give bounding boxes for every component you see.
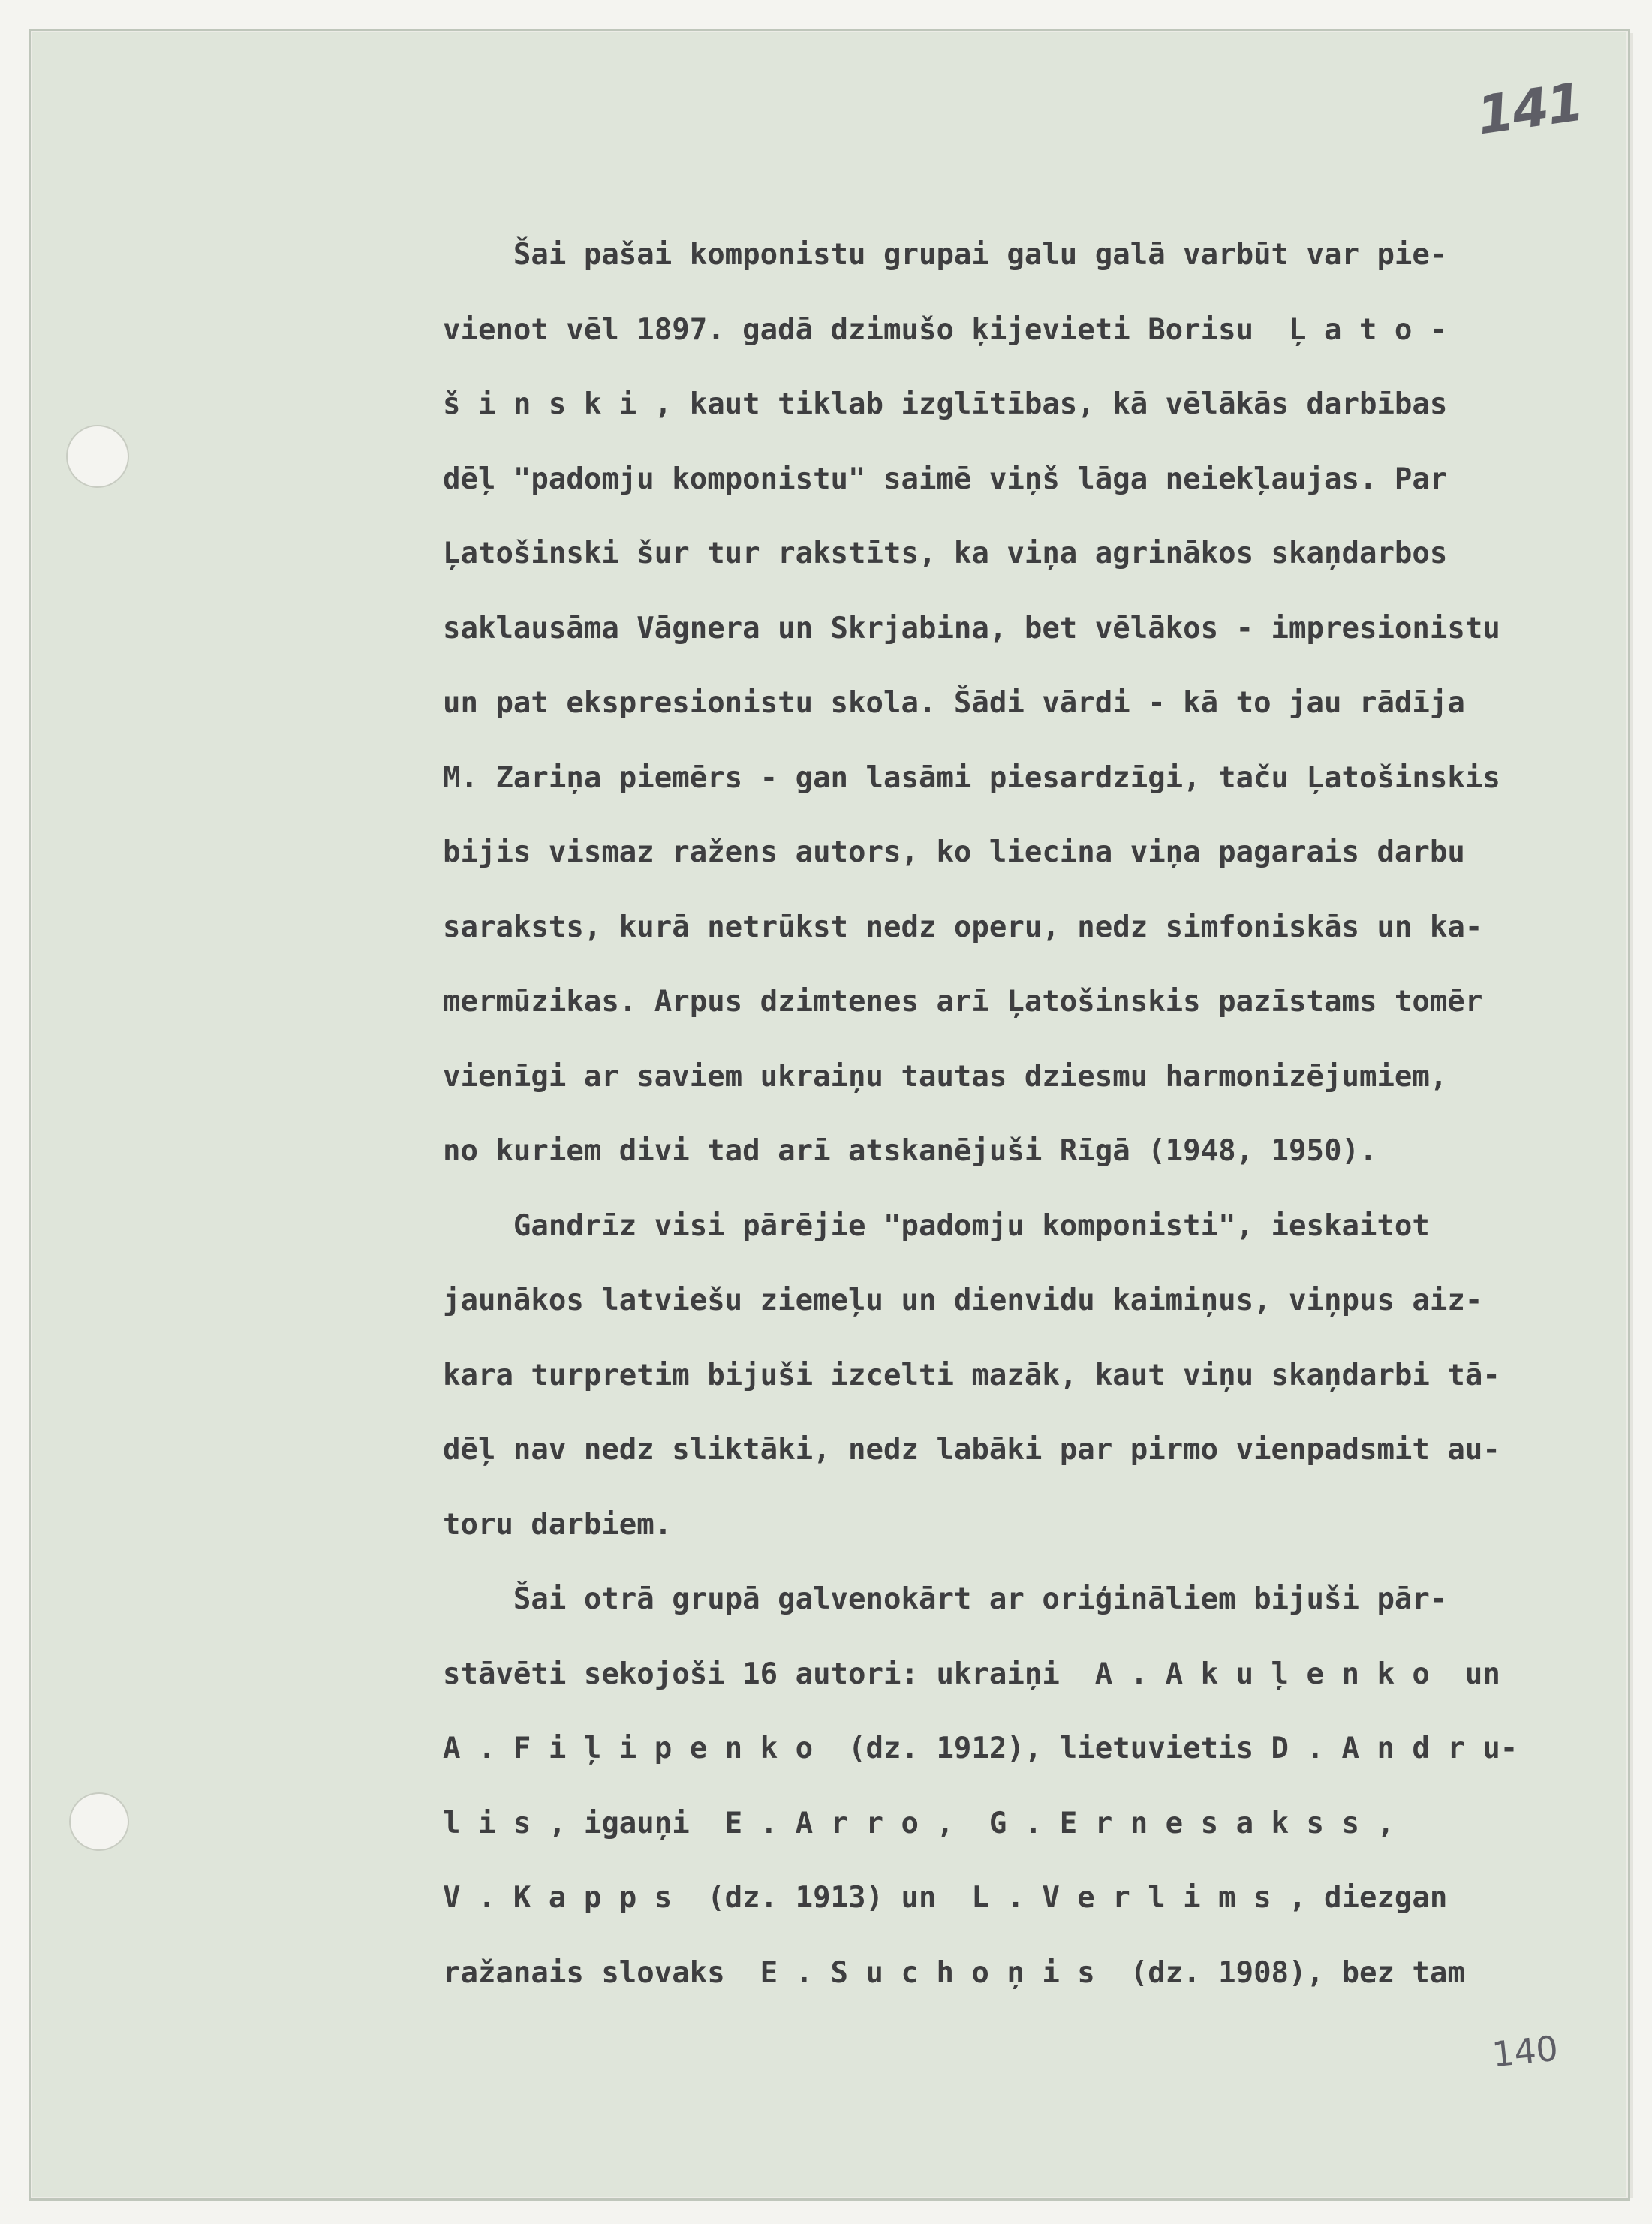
text-line: dēļ nav nedz sliktāki, nedz labāki par pirmo vienpadsmit au- xyxy=(443,1433,1500,1467)
punch-hole-bottom xyxy=(69,1792,129,1851)
text-line: l i s , igauņi E . A r r o , G . E r n e s a k s s , xyxy=(443,1806,1395,1840)
text-line: š i n s k i , kaut tiklab izglītības, kā vēlākās darbības xyxy=(443,387,1448,421)
text-line: toru darbiem. xyxy=(443,1507,673,1542)
text-line: V . K a p p s (dz. 1913) un L . V e r l i m s , diezgan xyxy=(443,1881,1448,1915)
text-line: jaunākos latviešu ziemeļu un dienvidu kaimiņus, viņpus aiz- xyxy=(443,1284,1483,1317)
text-line: no kuriem divi tad arī atskanējuši Rīgā (1948, 1950). xyxy=(443,1134,1377,1168)
punch-hole-top xyxy=(66,425,129,488)
text-line: Šai pašai komponistu grupai galu galā varbūt var pie- xyxy=(443,238,1448,272)
text-line: Gandrīz visi pārējie "padomju komponisti", ieskaitot xyxy=(443,1208,1430,1243)
text-line: A . F i ļ i p e n k o (dz. 1912), lietuvietis D . A n d r u- xyxy=(443,1732,1518,1765)
text-line: Šai otrā grupā galvenokārt ar oriģināliem bijuši pār- xyxy=(443,1582,1448,1616)
text-line: stāvēti sekojoši 16 autori: ukraiņi A . A k u ļ e n k o un xyxy=(443,1657,1500,1691)
text-line: bijis vismaz ražens autors, ko liecina viņa pagarais darbu xyxy=(443,835,1465,869)
page-number: 141 xyxy=(1473,71,1587,147)
text-line: M. Zariņa piemērs - gan lasāmi piesardzīgi, taču Ļatošinskis xyxy=(443,760,1500,795)
text-line: vienīgi ar saviem ukraiņu tautas dziesmu harmonizējumiem, xyxy=(443,1059,1448,1094)
text-line: un pat ekspresionistu skola. Šādi vārdi - kā to jau rādīja xyxy=(443,686,1465,720)
text-line: saklausāma Vāgnera un Skrjabina, bet vēlākos - impresionistu xyxy=(443,611,1500,646)
text-line: ražanais slovaks E . S u c h o ņ i s (dz. 1908), bez tam xyxy=(443,1955,1465,1990)
text-line: saraksts, kurā netrūkst nedz operu, nedz simfoniskās un ka- xyxy=(443,910,1483,944)
typed-body-text xyxy=(443,218,1569,2010)
text-line: dēļ "padomju komponistu" saimē viņš lāga neiekļaujas. Par xyxy=(443,462,1448,496)
text-line: vienot vēl 1897. gadā dzimušo ķijevieti Borisu Ļ a t o - xyxy=(443,312,1448,347)
text-line: Ļatošinski šur tur rakstīts, ka viņa agrinākos skaņdarbos xyxy=(443,537,1448,570)
bottom-page-number: 140 xyxy=(1490,2027,1560,2075)
text-line: mermūzikas. Arpus dzimtenes arī Ļatošinskis pazīstams tomēr xyxy=(443,985,1483,1019)
text-line: kara turpretim bijuši izcelti mazāk, kaut viņu skaņdarbi tā- xyxy=(443,1358,1500,1392)
